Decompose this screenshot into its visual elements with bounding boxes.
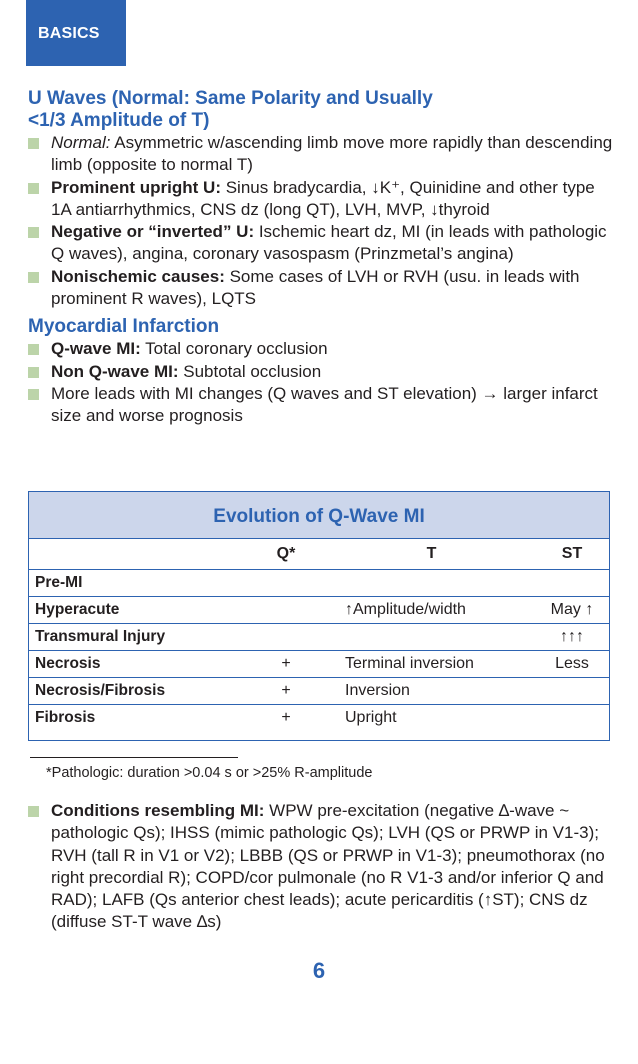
bullet-square-icon xyxy=(28,272,39,283)
u-waves-heading-line2: <1/3 Amplitude of T) xyxy=(28,110,210,131)
table-row xyxy=(29,597,609,624)
evolution-table xyxy=(29,539,609,731)
cell-stage: Necrosis/Fibrosis xyxy=(29,678,243,705)
main-content xyxy=(28,88,614,428)
table-row xyxy=(29,570,609,597)
bullet-square-icon xyxy=(28,806,39,817)
table-header-row xyxy=(29,539,609,570)
list-item xyxy=(28,383,614,428)
cell-t: Terminal inversion xyxy=(329,651,535,678)
footnote-divider xyxy=(30,757,238,758)
bullet-square-icon xyxy=(28,138,39,149)
cell-q xyxy=(243,597,329,624)
header-t: T xyxy=(426,545,437,562)
item-bold-label: Q-wave MI: xyxy=(51,339,141,359)
list-item xyxy=(28,221,614,266)
section-tab-label: BASICS xyxy=(38,25,100,42)
list-item xyxy=(28,338,614,360)
cell-stage: Transmural Injury xyxy=(29,624,243,651)
conditions-list xyxy=(28,800,614,934)
list-item xyxy=(28,800,614,934)
cell-st: ↑↑↑ xyxy=(535,624,609,651)
cell-t xyxy=(329,624,535,651)
item-text: Asymmetric w/ascending limb move more rapidly than descending limb (opposite to normal T) xyxy=(51,133,613,175)
bullet-square-icon xyxy=(28,344,39,355)
bullet-square-icon xyxy=(28,389,39,400)
section-tab-basics xyxy=(26,0,126,66)
item-bold-label: Conditions resembling MI: xyxy=(51,801,265,820)
table-row xyxy=(29,705,609,732)
cell-st xyxy=(535,705,609,732)
bullet-square-icon xyxy=(28,183,39,194)
list-item xyxy=(28,132,614,177)
header-q: Q* xyxy=(276,545,296,562)
cell-stage: Fibrosis xyxy=(29,705,243,732)
cell-stage: Hyperacute xyxy=(29,597,243,624)
item-text: Subtotal occlusion xyxy=(178,361,322,381)
header-stage xyxy=(29,539,243,570)
table-row xyxy=(29,624,609,651)
footnote: *Pathologic: duration >0.04 s or >25% R-amplitude xyxy=(46,765,373,781)
item-text: Some cases of LVH or RVH (usu. in leads with prominent R waves), LQTS xyxy=(51,266,580,309)
cell-q: + xyxy=(243,705,329,732)
item-text: More leads with MI changes (Q waves and ST elevation) → larger infarct size and worse prognosis xyxy=(51,383,598,426)
item-text: WPW pre-excitation (negative ∆-wave ~ pathologic Qs); IHSS (mimic pathologic Qs); LVH (QS or PRWP in V1-3); RVH (tall R in V1 or V2); LBBB (QS or PRWP in V1-3); pneumothorax (no right precordial R); COPD/cor pulmonale (no R V1-3 and/or inferior Q and RAD); LAFB (Qs anterior chest leads); acute pericarditis (↑ST); CNS dz (diffuse ST-T wave ∆s) xyxy=(51,801,605,932)
list-item xyxy=(28,361,614,383)
cell-q: + xyxy=(243,678,329,705)
table-title: Evolution of Q-Wave MI xyxy=(29,492,609,539)
list-item xyxy=(28,177,614,222)
mi-heading: Myocardial Infarction xyxy=(28,316,220,338)
item-bold-label: Negative or “inverted” U: xyxy=(51,222,255,242)
u-waves-list xyxy=(28,132,614,310)
cell-st: May ↑ xyxy=(535,597,609,624)
item-text: Sinus bradycardia, ↓K⁺, Quinidine and other type 1A antiarrhythmics, CNS dz (long QT), LVH, MVP, ↓thyroid xyxy=(51,177,595,219)
bullet-square-icon xyxy=(28,227,39,238)
item-text: Ischemic heart dz, MI (in leads with pathologic Q waves), angina, coronary vasospasm (Prinzmetal’s angina) xyxy=(51,222,607,264)
cell-q xyxy=(243,570,329,597)
page-number: 6 xyxy=(312,958,326,983)
cell-q: + xyxy=(243,651,329,678)
mi-list xyxy=(28,338,614,427)
cell-t xyxy=(329,570,535,597)
u-waves-heading-line1: U Waves (Normal: Same Polarity and Usually xyxy=(28,88,433,109)
item-bold-label: Non Q-wave MI: xyxy=(51,361,179,381)
bullet-square-icon xyxy=(28,367,39,378)
item-bold-label: Prominent upright U: xyxy=(51,177,221,197)
cell-q xyxy=(243,624,329,651)
q-wave-mi-table xyxy=(28,491,610,741)
cell-stage: Necrosis xyxy=(29,651,243,678)
item-bold-label: Nonischemic causes: xyxy=(51,266,225,286)
item-text: Total coronary occlusion xyxy=(140,339,328,359)
table-row xyxy=(29,651,609,678)
list-item xyxy=(28,266,614,311)
u-waves-heading xyxy=(28,88,614,132)
cell-t: ↑Amplitude/width xyxy=(329,597,535,624)
item-italic-label: Normal: xyxy=(51,133,111,152)
conditions-section xyxy=(28,800,614,934)
cell-st xyxy=(535,570,609,597)
cell-st: Less xyxy=(535,651,609,678)
cell-stage: Pre-MI xyxy=(29,570,243,597)
header-st: ST xyxy=(561,545,583,562)
table-row xyxy=(29,678,609,705)
cell-t: Inversion xyxy=(329,678,535,705)
cell-st xyxy=(535,678,609,705)
cell-t: Upright xyxy=(329,705,535,732)
